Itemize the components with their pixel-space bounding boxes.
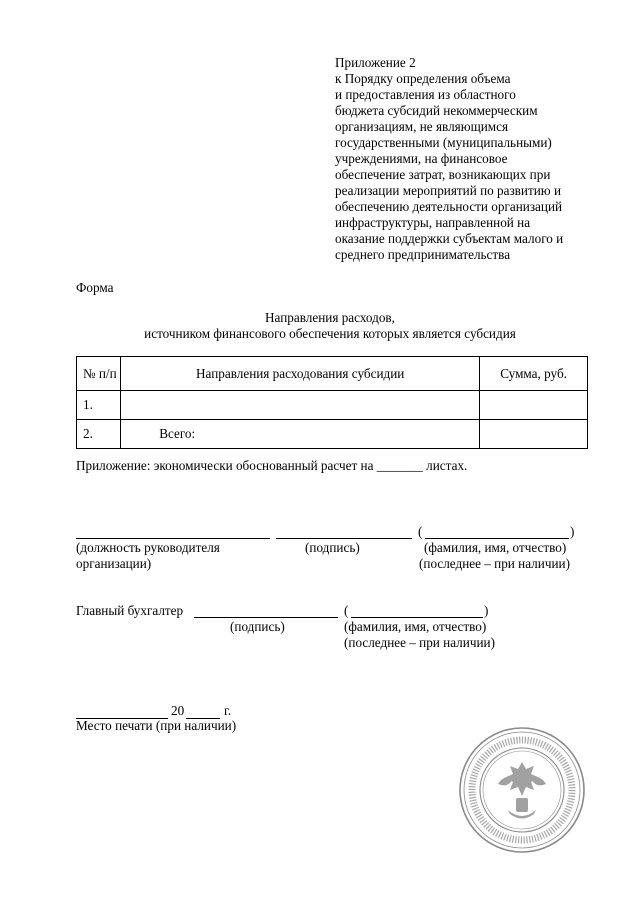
seal-place-label: Место печати (при наличии) bbox=[76, 718, 237, 733]
row-number: 2. bbox=[77, 420, 121, 449]
head-name-open-paren: ( bbox=[418, 524, 423, 539]
row-sum bbox=[480, 420, 588, 449]
attachment-suffix: листах. bbox=[426, 458, 468, 473]
head-name-label-2: (последнее – при наличии) bbox=[419, 556, 570, 571]
head-name-close-paren: ) bbox=[570, 524, 575, 539]
head-signature-line bbox=[276, 526, 412, 539]
appendix-line: учреждениями, на финансовое bbox=[335, 151, 508, 166]
row-direction-total: Всего: bbox=[121, 420, 480, 449]
appendix-line: оказание поддержки субъектам малого и bbox=[335, 231, 564, 246]
appendix-header bbox=[335, 55, 615, 263]
head-position-label-2: организации) bbox=[76, 556, 152, 571]
attachment-line bbox=[76, 458, 467, 474]
table-row bbox=[77, 391, 588, 420]
accountant-signature-label: (подпись) bbox=[230, 619, 285, 634]
accountant-name-label: (фамилия, имя, отчество) bbox=[344, 619, 487, 634]
accountant-name-close-paren: ) bbox=[484, 603, 489, 618]
header-number: № п/п bbox=[77, 357, 121, 391]
head-name-line bbox=[425, 526, 569, 539]
header-sum: Сумма, руб. bbox=[480, 357, 588, 391]
row-direction bbox=[121, 391, 480, 420]
appendix-line: обеспечение затрат, возникающих при bbox=[335, 167, 551, 182]
appendix-line: инфраструктуры, направленной на bbox=[335, 215, 531, 230]
appendix-line: организациям, не являющимся bbox=[335, 119, 509, 134]
appendix-line: Приложение 2 bbox=[335, 55, 416, 70]
row-sum bbox=[480, 391, 588, 420]
date-year-prefix: 20 bbox=[171, 703, 185, 718]
appendix-line: обеспечению деятельности организаций bbox=[335, 199, 563, 214]
header-direction: Направления расходования субсидии bbox=[121, 357, 480, 391]
appendix-line: к Порядку определения объема bbox=[335, 71, 511, 86]
attachment-sheets-blank: _______ bbox=[376, 458, 423, 473]
table-header-row bbox=[77, 357, 588, 391]
head-position-line bbox=[76, 526, 270, 539]
head-name-label: (фамилия, имя, отчество) bbox=[424, 540, 567, 555]
appendix-line: среднего предпринимательства bbox=[335, 247, 511, 262]
accountant-label: Главный бухгалтер bbox=[76, 603, 184, 618]
head-position-label: (должность руководителя bbox=[76, 540, 220, 555]
accountant-name-open-paren: ( bbox=[344, 603, 349, 618]
head-signature-label: (подпись) bbox=[305, 540, 360, 555]
appendix-line: бюджета субсидий некоммерческим bbox=[335, 103, 538, 118]
form-label: Форма bbox=[76, 280, 114, 295]
accountant-name-line bbox=[351, 605, 483, 618]
appendix-line: государственными (муниципальными) bbox=[335, 135, 552, 150]
appendix-line: реализации мероприятий по развитию и bbox=[335, 183, 561, 198]
title-line-1: Направления расходов, bbox=[265, 310, 395, 325]
accountant-name-label-2: (последнее – при наличии) bbox=[344, 635, 495, 650]
appendix-line: и предоставления из областного bbox=[335, 87, 516, 102]
date-year-suffix: г. bbox=[224, 703, 232, 718]
title-line-2: источником финансового обеспечения которых является субсидия bbox=[144, 326, 516, 341]
expenditure-table bbox=[76, 356, 588, 449]
official-seal-stamp bbox=[458, 726, 586, 854]
document-title bbox=[76, 310, 584, 342]
accountant-signature-line bbox=[194, 605, 338, 618]
row-number: 1. bbox=[77, 391, 121, 420]
attachment-prefix: Приложение: экономически обоснованный расчет на bbox=[76, 458, 374, 473]
table-row bbox=[77, 420, 588, 449]
